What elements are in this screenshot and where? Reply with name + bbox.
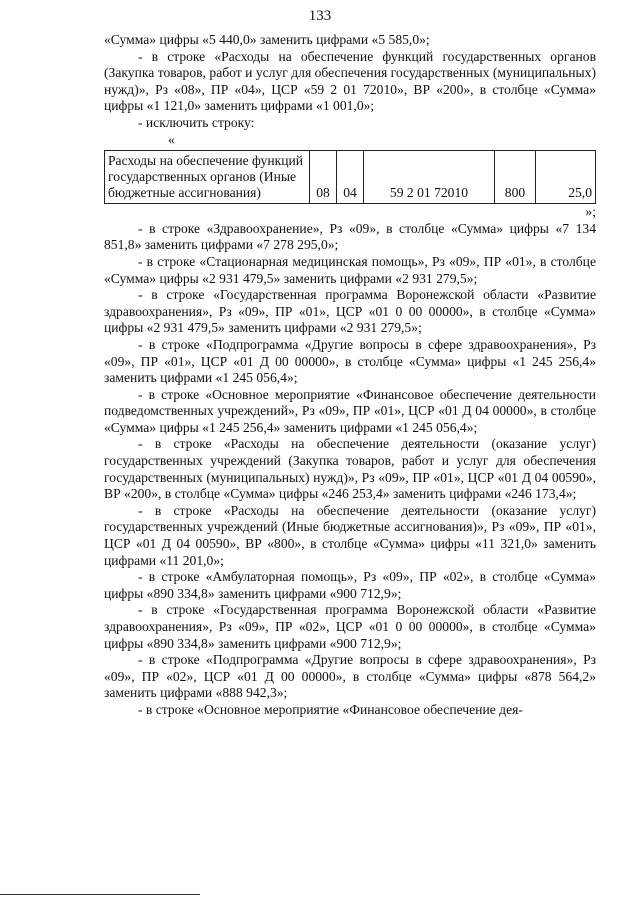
paragraph: - в строке «Расходы на обеспечение деятельности (оказание услуг) государственных учреждений (Закупка товаров, работ и услуг для обеспечения государственных (муниципальных) нужд)», Рз «09», ПР «01», ЦСР «01 Д 04 00590», ВР «200», в столбце «Сумма» цифры «246 253,4» заменить цифрами «246 173,4»; <box>104 436 596 502</box>
document-body <box>104 32 596 719</box>
paragraph: «Сумма» цифры «5 440,0» заменить цифрами «5 585,0»; <box>104 32 430 47</box>
paragraph: - в строке «Расходы на обеспечение функций государственных органов (Закупка товаров, работ и услуг для обеспечения государственных (муниципальных) нужд)», Рз «08», ПР «04», ЦСР «59 2 01 72010», ВР «200», в столбце «Сумма» цифры «1 121,0» заменить цифрами «1 001,0»; <box>104 48 596 114</box>
paragraph: - в строке «Основное мероприятие «Финансовое обеспечение деятельности подведомственных учреждений», Рз «09», ПР «01», ЦСР «01 Д 04 00000», в столбце «Сумма» цифры «1 245 256,4» заменить цифрами «1 245 056,4»; <box>104 386 596 435</box>
table-row <box>105 151 596 204</box>
pr-cell: 04 <box>337 151 364 204</box>
paragraph: - исключить строку: <box>138 114 255 130</box>
paragraph: - в строке «Государственная программа Воронежской области «Развитие здравоохранения», Рз «09», ПР «02», ЦСР «01 0 00 00000», в столбце «Сумма» цифры «890 334,8» заменить цифрами «900 712,9»; <box>104 602 596 651</box>
sum-cell: 25,0 <box>536 151 596 204</box>
row-name-cell: Расходы на обеспечение функций государственных органов (Иные бюджетные ассигнования) <box>105 151 310 204</box>
excluded-row-table <box>104 150 596 204</box>
paragraph: - в строке «Расходы на обеспечение деятельности (оказание услуг) государственных учреждений (Иные бюджетные ассигнования)», Рз «09», ПР «01», ЦСР «01 Д 04 00590», ВР «800», в столбце «Сумма» цифры «11 321,0» заменить цифрами «11 201,0»; <box>104 502 596 568</box>
paragraph: - в строке «Государственная программа Воронежской области «Развитие здравоохранения», Рз «09», ПР «01», ЦСР «01 0 00 00000», в столбце «Сумма» цифры «2 931 479,5» заменить цифрами «2 931 279,5»; <box>104 287 596 336</box>
paragraph: - в строке «Подпрограмма «Другие вопросы в сфере здравоохранения», Рз «09», ПР «01», ЦСР «01 Д 00 00000», в столбце «Сумма» цифры «1 245 256,4» заменить цифрами «1 245 056,4»; <box>104 336 596 386</box>
page-number: 133 <box>308 8 332 24</box>
paragraph: - в строке «Стационарная медицинская помощь», Рз «09», ПР «01», в столбце «Сумма» цифры «2 931 479,5» заменить цифрами «2 931 279,5»; <box>104 253 596 286</box>
paragraph: - в строке «Здравоохранение», Рз «09», в столбце «Сумма» цифры «7 134 851,8» заменить цифрами «7 278 295,0»; <box>104 220 596 253</box>
paragraph: - в строке «Основное мероприятие «Финансовое обеспечение дея- <box>138 701 523 717</box>
vr-cell: 800 <box>495 151 536 204</box>
rz-cell: 08 <box>310 151 337 204</box>
quote-close-mark: »; <box>585 204 596 220</box>
paragraph: - в строке «Амбулаторная помощь», Рз «09», ПР «02», в столбце «Сумма» цифры «890 334,8» заменить цифрами «900 712,9»; <box>104 569 596 601</box>
quote-open-mark: « <box>168 131 175 147</box>
paragraph: - в строке «Подпрограмма «Другие вопросы в сфере здравоохранения», Рз «09», ПР «02», ЦСР «01 Д 00 00000», в столбце «Сумма» цифры «878 564,2» заменить цифрами «888 942,3»; <box>104 652 596 701</box>
footer-rule <box>0 894 200 895</box>
csr-cell: 59 2 01 72010 <box>364 151 495 204</box>
